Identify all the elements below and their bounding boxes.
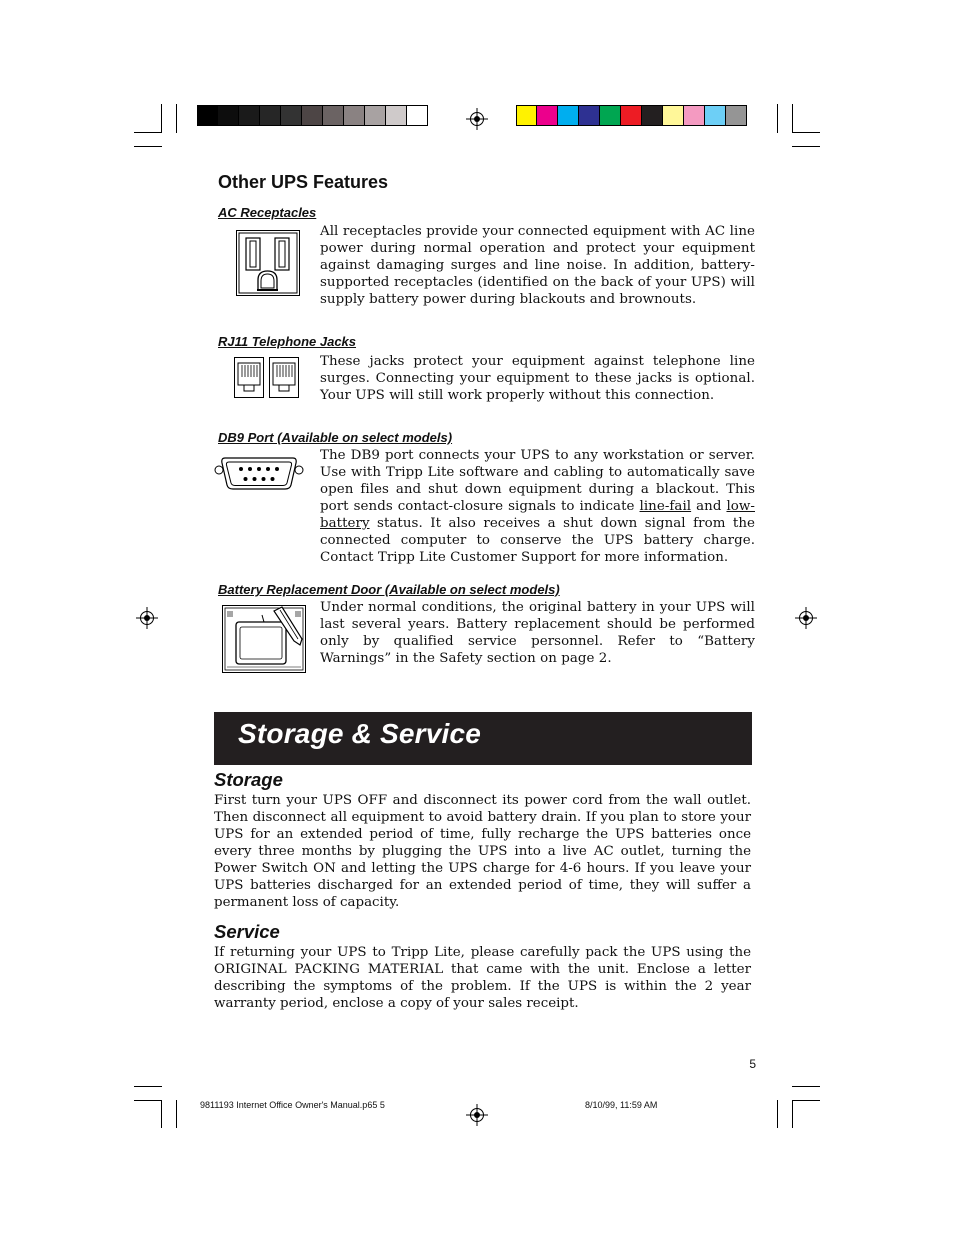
color-swatch — [642, 106, 663, 125]
crop-mark — [176, 104, 177, 133]
color-swatch — [705, 106, 726, 125]
color-swatch — [281, 106, 302, 125]
registration-mark-icon — [466, 1104, 488, 1126]
grayscale-color-bar — [197, 105, 428, 126]
db9-port-icon — [213, 455, 305, 493]
battery-door-text: Under normal conditions, the original battery in your UPS will last several years. Battery replacement should be performed only by qualified service personnel. Refer to “Battery Warnings” in the Safety section on page 2. — [320, 600, 755, 666]
rj11-heading: RJ11 Telephone Jacks — [218, 334, 357, 349]
color-swatch — [197, 106, 218, 125]
color-swatch — [344, 106, 365, 125]
battery-door-heading: Battery Replacement Door (Available on select models) — [218, 582, 560, 597]
battery-door-icon — [222, 605, 306, 673]
color-swatch — [663, 106, 684, 125]
color-swatch — [323, 106, 344, 125]
crop-mark — [134, 132, 162, 133]
color-swatch — [386, 106, 407, 125]
crop-mark — [792, 1086, 820, 1087]
color-swatch — [684, 106, 705, 125]
ac-receptacles-heading: AC Receptacles — [218, 205, 317, 220]
storage-heading: Storage — [214, 769, 283, 790]
ac-outlet-icon — [236, 230, 300, 296]
cmyk-color-bar — [516, 105, 747, 126]
db9-text-part: status. It also receives a shut down signal from the connected computer to conserve the UPS battery charge. Contact Tripp Lite Customer Support for more information. — [320, 516, 755, 565]
crop-mark — [176, 1100, 177, 1128]
slug-filename: 9811193 Internet Office Owner's Manual.p65 5 — [200, 1100, 385, 1110]
rj11-jack-icon — [234, 357, 300, 399]
low-battery-term: low-battery — [320, 499, 755, 531]
crop-mark — [792, 1100, 820, 1101]
slug-date: 8/10/99, 11:59 AM — [585, 1100, 658, 1110]
line-fail-term: line-fail — [639, 499, 692, 514]
registration-mark-icon — [466, 108, 488, 130]
db9-text-part: and — [691, 499, 727, 514]
crop-mark — [134, 1100, 162, 1101]
service-text: If returning your UPS to Tripp Lite, please carefully pack the UPS using the ORIGINAL PACKING MATERIAL that came with the unit. Enclose a letter describing the symptoms of the problem. If the UPS is within the 2 year warranty period, enclose a copy of your sales receipt. — [214, 945, 751, 1011]
color-swatch — [218, 106, 239, 125]
db9-heading: DB9 Port (Available on select models) — [218, 430, 453, 445]
color-swatch — [726, 106, 747, 125]
color-swatch — [302, 106, 323, 125]
color-swatch — [239, 106, 260, 125]
crop-mark — [134, 1086, 162, 1087]
color-swatch — [621, 106, 642, 125]
crop-mark — [792, 1100, 793, 1128]
color-swatch — [558, 106, 579, 125]
storage-service-banner — [214, 712, 752, 765]
page-number: 5 — [749, 1057, 756, 1071]
crop-mark — [792, 132, 820, 133]
storage-text: First turn your UPS OFF and disconnect its power cord from the wall outlet. Then disconnect all equipment to avoid battery drain. If you plan to store your UPS for an extended period of time, fully recharge the UPS batteries once every three months by plugging the UPS into a live AC outlet, turning the Power Switch ON and letting the UPS charge for 4-6 hours. If you leave your UPS batteries discharged for an extended period of time, they will suffer a permanent loss of capacity. — [214, 793, 751, 910]
banner-title: Storage & Service — [238, 718, 482, 749]
service-heading: Service — [214, 921, 280, 942]
crop-mark — [161, 104, 162, 133]
ac-receptacles-text: All receptacles provide your connected equipment with AC line power during normal operation and protect your equipment against damaging surges and line noise. In addition, battery-supported receptacles (identified on the back of your UPS) will supply battery power during blackouts and brownouts. — [320, 224, 755, 307]
color-swatch — [600, 106, 621, 125]
crop-mark — [777, 1100, 778, 1128]
crop-mark — [777, 104, 778, 133]
section-title: Other UPS Features — [218, 172, 389, 192]
db9-text — [320, 447, 755, 566]
crop-mark — [134, 146, 162, 147]
color-swatch — [260, 106, 281, 125]
crop-mark — [161, 1100, 162, 1128]
color-swatch — [537, 106, 558, 125]
rj11-text: These jacks protect your equipment against telephone line surges. Connecting your equipment to these jacks is optional. Your UPS will still work properly without this connection. — [320, 354, 755, 403]
color-swatch — [516, 106, 537, 125]
color-swatch — [407, 106, 428, 125]
color-swatch — [365, 106, 386, 125]
registration-mark-icon — [795, 607, 817, 629]
crop-mark — [792, 104, 793, 133]
db9-text-part: The DB9 port connects your UPS to any workstation or server. Use with Tripp Lite software and cabling to automatically save open files and shut down equipment during a blackout. This port sends contact-closure signals to indicate — [320, 448, 755, 514]
registration-mark-icon — [136, 607, 158, 629]
crop-mark — [792, 146, 820, 147]
color-swatch — [579, 106, 600, 125]
